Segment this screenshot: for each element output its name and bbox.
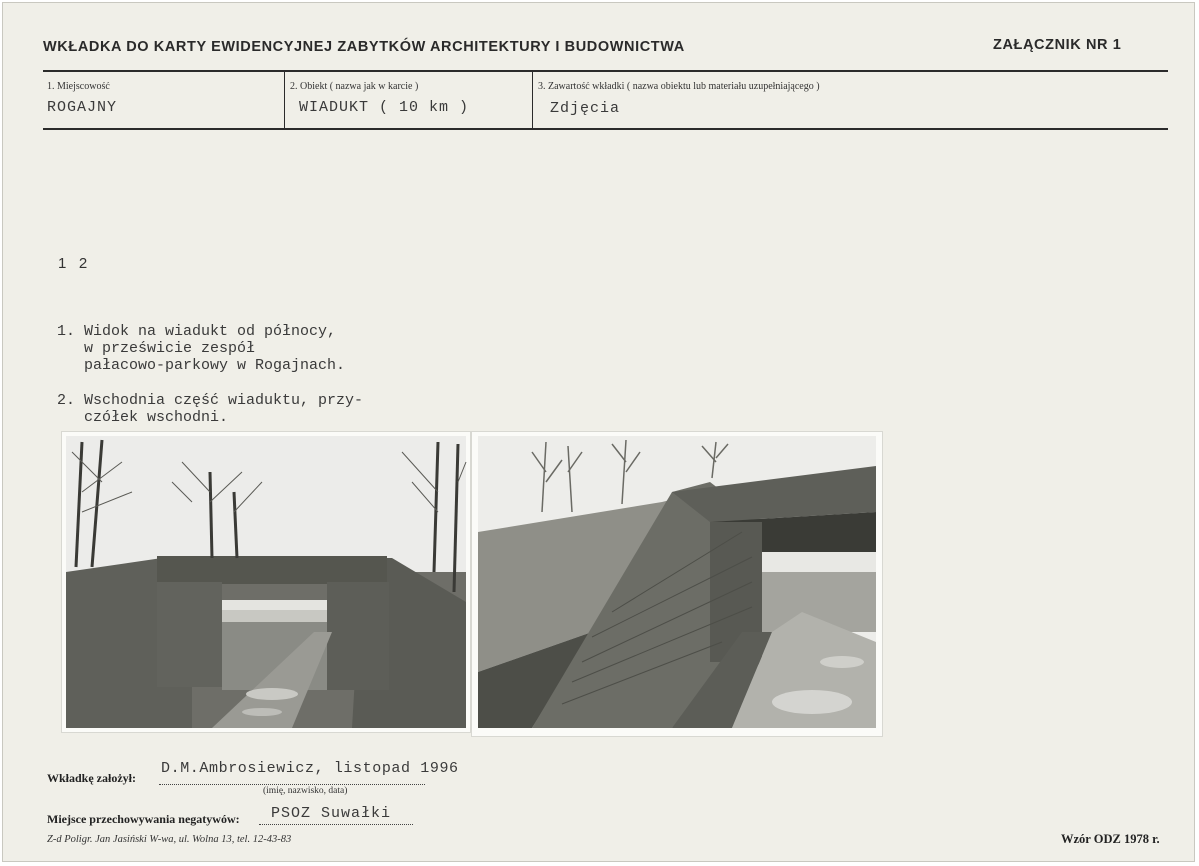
field-label-object: 2. Obiekt ( nazwa jak w karcie ) [290, 81, 419, 92]
field-value-object: WIADUKT ( 10 km ) [299, 99, 470, 116]
photo-viaduct-east-abutment [471, 431, 883, 737]
photo-1-image [62, 432, 470, 732]
negatives-storage-label: Miejsce przechowywania negatywów: [47, 812, 240, 826]
table-top-rule [43, 70, 1168, 72]
column-divider [284, 72, 285, 128]
photo-2-image [472, 432, 882, 736]
column-divider [532, 72, 533, 128]
caption-photo-2: 2. Wschodnia część wiaduktu, przy- czółek wschodni. [57, 392, 364, 426]
negatives-storage-dotted-line [259, 824, 413, 825]
field-value-contents: Zdjęcia [550, 100, 621, 117]
created-by-value: D.M.Ambrosiewicz, listopad 1996 [161, 760, 459, 777]
field-label-contents: 3. Zawartość wkładki ( nazwa obiektu lub materiału uzupełniającego ) [538, 81, 820, 92]
created-by-label: Wkładkę założył: [47, 771, 136, 785]
form-identifier: Wzór ODZ 1978 r. [1061, 832, 1160, 846]
record-insert-sheet [2, 2, 1195, 862]
printer-imprint: Z-d Poligr. Jan Jasiński W-wa, ul. Wolna 13, tel. 12-43-83 [47, 834, 292, 845]
document-title: WKŁADKA DO KARTY EWIDENCYJNEJ ZABYTKÓW ARCHITEKTURY I BUDOWNICTWA [43, 39, 685, 55]
caption-photo-1: 1. Widok na wiadukt od północy, w prześwicie zespół pałacowo-parkowy w Rogajnach. [57, 323, 346, 374]
negatives-storage-value: PSOZ Suwałki [271, 805, 392, 822]
annex-number: ZAŁĄCZNIK NR 1 [993, 37, 1122, 53]
photo-viaduct-north-view [61, 431, 471, 733]
created-by-dotted-line [159, 784, 425, 785]
table-bottom-rule [43, 128, 1168, 130]
created-by-hint: (imię, nazwisko, data) [263, 786, 348, 796]
field-label-locality: 1. Miejscowość [47, 81, 110, 92]
photo-numbers: 1 2 [58, 255, 88, 272]
field-value-locality: ROGAJNY [47, 99, 118, 116]
